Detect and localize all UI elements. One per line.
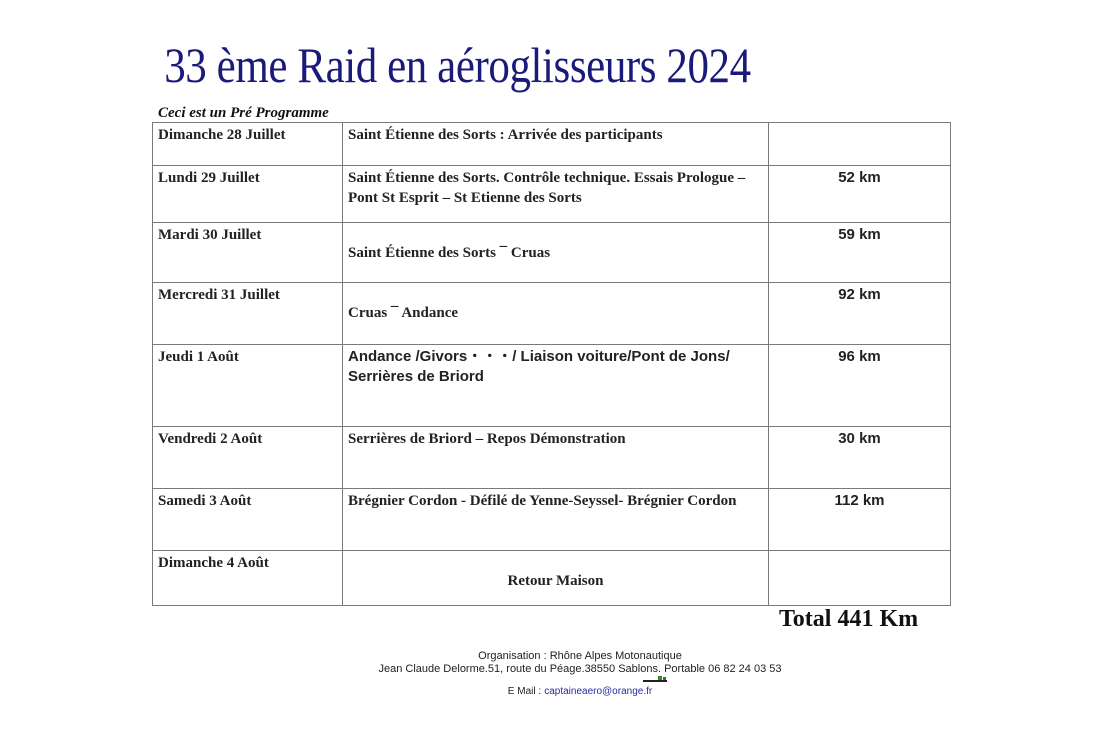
pre-programme-note: Ceci est un Pré Programme	[158, 105, 329, 121]
table-row	[153, 427, 951, 489]
day-cell: Dimanche 4 Août	[153, 551, 343, 606]
address-line: Jean Claude Delorme.51, route du Péage.38550 Sablons. Portable 06 82 24 03 53	[378, 663, 782, 675]
table-row	[153, 123, 951, 166]
email-label: E Mail :	[507, 686, 542, 697]
day-cell: Lundi 29 Juillet	[153, 166, 343, 223]
day-cell: Dimanche 28 Juillet	[153, 123, 343, 166]
table-row	[153, 283, 951, 345]
distance-cell	[769, 551, 951, 606]
description-cell: Cruas ¯ Andance	[343, 283, 769, 345]
description-cell: Saint Étienne des Sorts : Arrivée des participants	[343, 123, 769, 166]
description-cell: Retour Maison	[343, 551, 769, 606]
total-distance: Total 441 Km	[779, 606, 919, 632]
schedule-table	[152, 122, 951, 606]
day-cell: Jeudi 1 Août	[153, 345, 343, 427]
table-row	[153, 223, 951, 283]
distance-cell: 30 km	[769, 427, 951, 489]
email-line	[300, 684, 860, 699]
distance-cell: 112 km	[769, 489, 951, 551]
table-row	[153, 489, 951, 551]
description-cell: Serrières de Briord – Repos Démonstration	[343, 427, 769, 489]
distance-cell: 59 km	[769, 223, 951, 283]
table-row	[153, 166, 951, 223]
hovercraft-icon	[642, 674, 670, 684]
day-cell: Samedi 3 Août	[153, 489, 343, 551]
distance-cell	[769, 123, 951, 166]
day-cell: Mercredi 31 Juillet	[153, 283, 343, 345]
table-row	[153, 551, 951, 606]
distance-cell: 96 km	[769, 345, 951, 427]
distance-cell: 52 km	[769, 166, 951, 223]
description-cell: Brégnier Cordon - Défilé de Yenne-Seyssel- Brégnier Cordon	[343, 489, 769, 551]
day-cell: Vendredi 2 Août	[153, 427, 343, 489]
page-title: 33 ème Raid en aéroglisseurs 2024	[164, 37, 751, 93]
table-row	[153, 345, 951, 427]
description-cell: Saint Étienne des Sorts ¯ Cruas	[343, 223, 769, 283]
day-cell: Mardi 30 Juillet	[153, 223, 343, 283]
description-cell: Andance /Givors・・・/ Liaison voiture/Pont de Jons/ Serrières de Briord	[343, 345, 769, 427]
email-link[interactable]: captaineaero@orange.fr	[544, 686, 653, 697]
distance-cell: 92 km	[769, 283, 951, 345]
organisation-line: Organisation : Rhône Alpes Motonautique	[478, 650, 682, 662]
description-cell: Saint Étienne des Sorts. Contrôle technique. Essais Prologue – Pont St Esprit – St Etienne des Sorts	[343, 166, 769, 223]
